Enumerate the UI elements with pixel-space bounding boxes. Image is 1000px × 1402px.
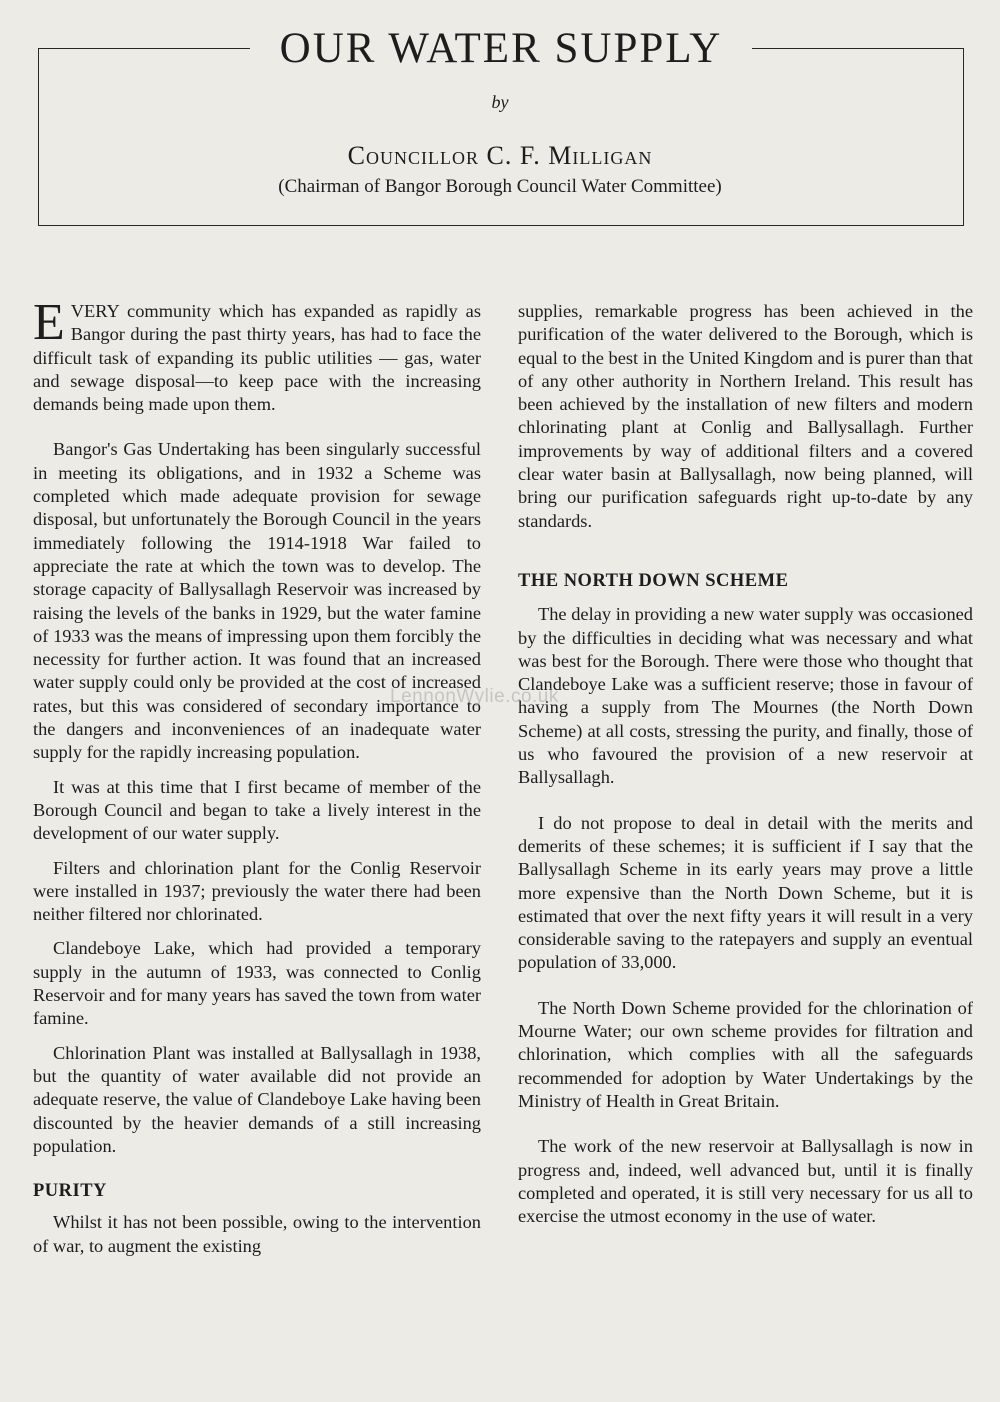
paragraph-purity: Whilst it has not been possible, owing to the intervention of war, to augment the existing (33, 1212, 481, 1256)
left-column (33, 294, 481, 1258)
paragraph-council-member: It was at this time that I first became of member of the Borough Council and began to take a lively interest in the development of our water supply. (33, 776, 481, 844)
watermark: LennonWylie.co.uk (390, 686, 559, 707)
paragraph-gas-undertaking: Bangor's Gas Undertaking has been singularly successful in meeting its obligations, and in 1932 a Scheme was completed which made adequate provision for sewage disposal, but unfortunately the Borough Council in the years immediately following the 1914-1918 War failed to appreciate the rate at which the town was to develop. The storage capacity of Ballysallagh Reservoir was increased by raising the levels of the banks in 1929, but the water famine of 1933 was the means of impressing upon them forcibly the necessity for further action. It was found that an increased water supply could only be provided at the cost of increased rates, but this was considered of secondary importance to the dangers and inconveniences of an inadequate water supply for the rapidly increasing population. (33, 439, 481, 763)
paragraph-filters: Filters and chlorination plant for the Conlig Reservoir were installed in 1937; previously the water there had been neither filtered nor chlorinated. (33, 857, 481, 925)
intro-paragraph (33, 294, 481, 416)
byline: by (491, 92, 509, 112)
heading-purity: PURITY (33, 1181, 107, 1202)
intro-text: VERY community which has expanded as rapidly as Bangor during the past thirty years, has had to face the difficult task of expanding its public utilities — gas, water and sewage disposal—to keep pace with the increasing demands being made upon them. (33, 301, 481, 415)
article-title: OUR WATER SUPPLY (279, 25, 723, 72)
paragraph-schemes: I do not propose to deal in detail with the merits and demerits of these schemes; it is sufficient if I say that the Ballysallagh Scheme in its early years may prove a little more expensive than the North Down Scheme, but it is estimated that over the next fifty years it will result in a very considerable saving to the ratepayers and supply an eventual population of 33,000. (518, 812, 973, 973)
paragraph-supplies: supplies, remarkable progress has been achieved in the purification of the water delivered to the Borough, which is equal to the best in the United Kingdom and is purer than that of any other authority in Northern Ireland. This result has been achieved by the installation of new filters and modern chlorinating plant at Conlig and Ballysallagh. Further improvements by way of additional filters and a covered clear water basin at Ballysallagh, now being planned, will bring our purification safeguards right up-to-date by any standards. (518, 301, 973, 531)
drop-cap: E (33, 294, 65, 351)
title-rule-left (38, 48, 250, 49)
paragraph-new-reservoir: The work of the new reservoir at Ballysallagh is now in progress and, indeed, well advanced but, until it is finally completed and operated, it is still very necessary for us all to exercise the utmost economy in the use of water. (518, 1136, 973, 1227)
right-column (518, 300, 973, 1228)
author-name: Councillor C. F. Milligan (347, 141, 653, 170)
heading-north-down: THE NORTH DOWN SCHEME (518, 570, 789, 591)
paragraph-chlorination: Chlorination Plant was installed at Ballysallagh in 1938, but the quantity of water available did not provide an adequate reserve, the value of Clandeboye Lake having been discounted by the heavier demands of a still increasing population. (33, 1042, 481, 1156)
paragraph-mourne: The North Down Scheme provided for the chlorination of Mourne Water; our own scheme provides for filtration and chlorination, which complies with all the safeguards recommended for adoption by Water Undertakings by the Ministry of Health in Great Britain. (518, 997, 973, 1111)
paragraph-delay: The delay in providing a new water supply was occasioned by the difficulties in deciding what was necessary and what was best for the Borough. There were those who thought that Clandeboye Lake was a sufficient reserve; those in favour of having a supply from The Mournes (the North Down Scheme) at all costs, stressing the purity, and finally, those of us who favoured the provision of a new reservoir at Ballysallagh. (518, 604, 973, 788)
author-role: (Chairman of Bangor Borough Council Water Committee) (278, 176, 722, 197)
title-frame (38, 48, 964, 226)
paragraph-clandeboye: Clandeboye Lake, which had provided a temporary supply in the autumn of 1933, was connected to Conlig Reservoir and for many years has saved the town from water famine. (33, 938, 481, 1029)
title-rule-right (752, 48, 964, 49)
